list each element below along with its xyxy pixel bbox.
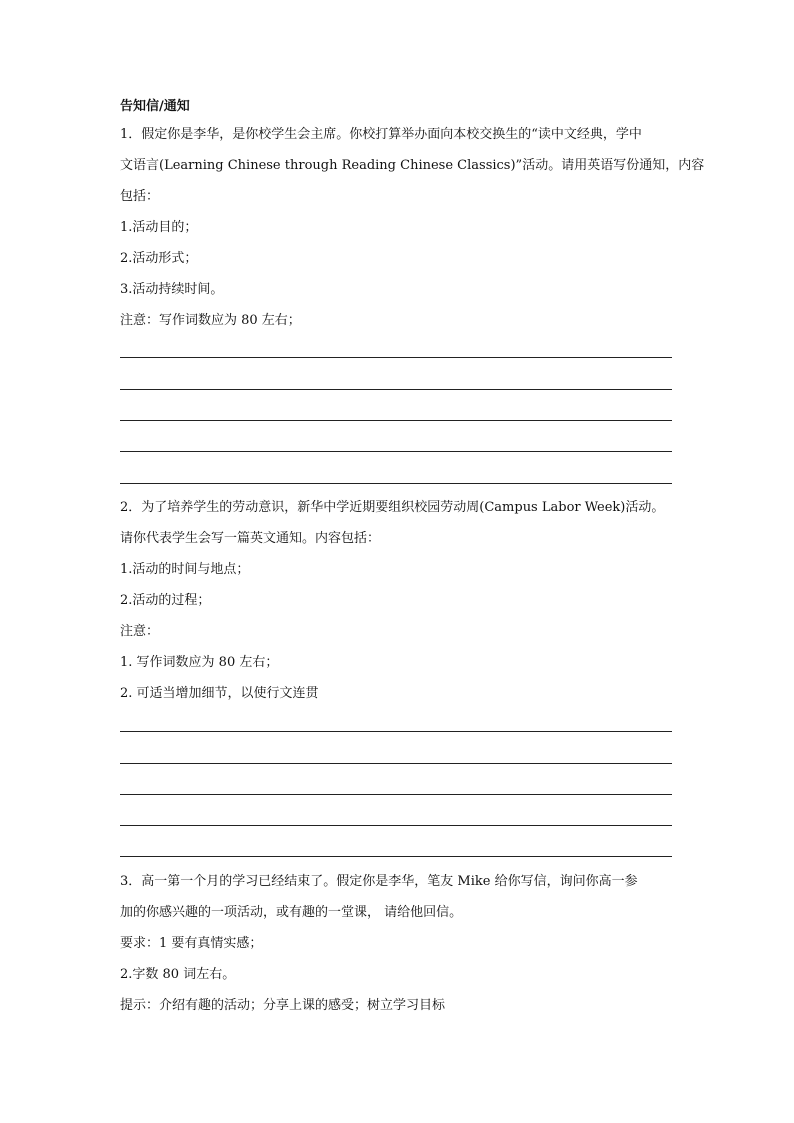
q1-item-3: 3.活动持续时间。 bbox=[120, 282, 224, 297]
q2-note-title: 注意： bbox=[120, 624, 160, 639]
q2-answer-line[interactable] bbox=[120, 856, 672, 857]
q2-answer-line[interactable] bbox=[120, 763, 672, 764]
q1-answer-line[interactable] bbox=[120, 389, 672, 390]
section-heading: 告知信/通知 bbox=[120, 99, 190, 114]
q1-answer-line[interactable] bbox=[120, 357, 672, 358]
q2-item-2: 2.活动的过程； bbox=[120, 593, 211, 608]
q1-prompt-line-2: 文语言(Learning Chinese through Reading Chinese Classics)”活动。请用英语写份通知，内容 bbox=[120, 158, 705, 173]
q2-prompt-line-2: 请你代表学生会写一篇英文通知。内容包括： bbox=[120, 531, 381, 546]
q3-requirement-2: 2.字数 80 词左右。 bbox=[120, 967, 236, 982]
q1-prompt-line-3: 包括： bbox=[120, 189, 160, 204]
q1-answer-line[interactable] bbox=[120, 483, 672, 484]
q1-note: 注意：写作词数应为 80 左右； bbox=[120, 313, 301, 328]
q2-item-1: 1.活动的时间与地点； bbox=[120, 562, 250, 577]
q2-note-1: 1. 写作词数应为 80 左右； bbox=[120, 655, 279, 670]
q3-requirement-1: 要求：1 要有真情实感； bbox=[120, 936, 263, 951]
q2-prompt-line-1: 2．为了培养学生的劳动意识，新华中学近期要组织校园劳动周(Campus Labor Week)活动。 bbox=[120, 500, 665, 515]
q3-hint: 提示：介绍有趣的活动；分享上课的感受；树立学习目标 bbox=[120, 998, 446, 1013]
q1-answer-line[interactable] bbox=[120, 451, 672, 452]
q2-answer-line[interactable] bbox=[120, 794, 672, 795]
q1-item-2: 2.活动形式； bbox=[120, 251, 198, 266]
q2-answer-line[interactable] bbox=[120, 731, 672, 732]
q3-prompt-line-1: 3．高一第一个月的学习已经结束了。假定你是李华，笔友 Mike 给你写信，询问你高一参 bbox=[120, 874, 638, 889]
q1-item-1: 1.活动目的； bbox=[120, 220, 198, 235]
q2-answer-line[interactable] bbox=[120, 825, 672, 826]
q1-prompt-line-1: 1．假定你是李华，是你校学生会主席。你校打算举办面向本校交换生的“读中文经典，学中 bbox=[120, 127, 642, 142]
q2-note-2: 2. 可适当增加细节，以使行文连贯 bbox=[120, 686, 319, 701]
q1-answer-line[interactable] bbox=[120, 420, 672, 421]
q3-prompt-line-2: 加的你感兴趣的一项活动，或有趣的一堂课， 请给他回信。 bbox=[120, 905, 463, 920]
